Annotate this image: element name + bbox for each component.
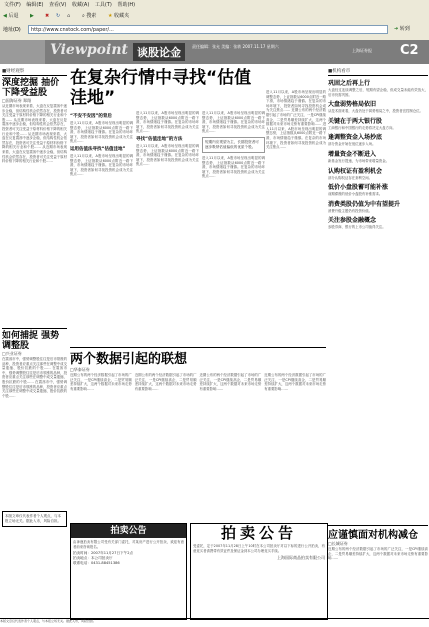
second-col-4: 近期公布的两个经济数据引起了市场的广泛关注，一是CPI继续高企，二是贸易顺差持续扩大，这两个数据对未来市场走势有重要影响…… — [264, 373, 326, 391]
main-article-columns — [70, 111, 265, 336]
footer-strip: 本版文章仅代表作者个人观点，与本报立场无关。据此入市，风险自担。 — [0, 618, 429, 627]
main-subhead-3: 寻找“估值洼地”的方法 — [136, 136, 183, 142]
menu-bar — [0, 0, 429, 10]
left-body2-text-repeat: 在震荡市中，强势调整股往往是后市领涨的品种，投资者应重点关注那些在调整中成交量萎缩、股价抗跌的个股…… — [2, 366, 67, 384]
right-item-body: 消费升级主题仍有投资价值。 — [328, 208, 373, 213]
left-byline: □国海证券 郑翔 — [2, 98, 32, 103]
right-item-7[interactable] — [328, 199, 428, 214]
refresh-icon: ↻ — [56, 13, 61, 19]
forward-button[interactable] — [30, 11, 34, 21]
second-col-3: 近期公布的两个经济数据引起了市场的广泛关注，一是CPI继续高企，二是贸易顺差持续扩大，这两个数据对未来市场走势有重要影响…… — [199, 373, 262, 391]
menu-view[interactable]: 查看(V) — [49, 2, 67, 8]
right-item-body: 部分资金开始在低位逐步入场。 — [328, 142, 376, 147]
second-headline[interactable]: 两个数据引起的联想 — [70, 352, 188, 367]
right-item-3[interactable] — [328, 132, 428, 147]
right-item-body: 部分认购权证存在套利空间。 — [328, 175, 373, 180]
main-subhead-2: 运用估值法寻找“估值洼地” — [70, 146, 126, 152]
right-item-body: 工商银行和中国银行的走势将决定大盘方向。 — [328, 125, 396, 130]
back-arrow-icon: ◀ — [3, 13, 7, 19]
go-button[interactable] — [394, 25, 410, 34]
right-item-0[interactable] — [328, 78, 428, 97]
left-article-body-2 — [2, 357, 67, 507]
address-input[interactable]: http://www.cnstock.com/paper/... — [28, 25, 388, 34]
main-headline[interactable]: 在复杂行情中寻找“估值洼地” — [70, 68, 252, 108]
right-item-body: 从技术面来看，大盘仍处于弱势格局之中，投资者宜控制仓位。 — [328, 109, 423, 114]
home-icon: ⌂ — [67, 13, 71, 19]
left-body2-text: 在震荡市中，强势调整股往往是后市领涨的品种，投资者应重点关注那些在调整中成交量萎缩、股价抗跌的个股…… — [2, 357, 67, 371]
right-item-title: 低价小盘股蓄可能补涨 — [328, 184, 389, 192]
left-column — [2, 68, 67, 627]
search-icon: ⌕ — [82, 13, 85, 19]
menu-tools[interactable]: 工具(T) — [94, 2, 112, 8]
right-bottom-text: 近期公布的两个经济数据引起了市场的广泛关注，一是CPI继续高企，二是贸易顺差持续扩大，这两个数据对未来市场走势有重要影响…… — [328, 547, 428, 561]
main-article — [70, 68, 265, 336]
middle-text-2: 近期公布的两个经济数据引起了市场的广泛关注，一是CPI继续高企，二是贸易顺差持续扩大，这两个数据对未来市场走势有重要影响…… — [266, 108, 326, 127]
back-button[interactable] — [3, 11, 18, 21]
auction-2-body: 受委托，定于2007年11月28日上午10时在本公司拍卖厅对以下标的进行公开拍卖，有意竞买者请携带有效证件及保证金到本公司办理竞买手续。 — [193, 544, 325, 553]
auction-ad-1 — [70, 523, 187, 620]
right-item-1[interactable] — [328, 99, 428, 114]
middle-text-3: 进入11月以来，A股市场呈现出明显的调整态势，上证指数从6000点附近一路下滑，市场情绪趋于谨慎。在复杂的市场环境下，投资者如何寻找投资机会成为关注焦点…… — [266, 122, 326, 150]
right-item-body: 新基金发行提速，为市场带来增量资金。 — [328, 158, 390, 163]
right-item-8[interactable] — [328, 215, 428, 230]
auction-1-body: 由神鹿拍卖有限公司受有关部门委托，对某房产进行公开拍卖，欢迎有意者前来咨询报名。 — [73, 540, 184, 549]
nav-toolbar — [0, 10, 429, 22]
main-col-2 — [136, 111, 199, 336]
left-body-text-repeat-2: 从近期市场表现来看，大盘在反复震荡中逐步企稳，但结构性机会依然存在，投资者可关注受益于原材料价格下降的相关行业和个股…… — [2, 131, 67, 150]
left-body-text-repeat-3: 从近期市场表现来看，大盘在反复震荡中逐步企稳，但结构性机会依然存在，投资者可关注受益于原材料价格下降的相关行业和个股…… — [2, 145, 67, 164]
middle-text-1: 进入11月以来，A股市场呈现出明显的调整态势，上证指数从6000点附近一路下滑，市场情绪趋于谨慎。在复杂的市场环境下，投资者如何寻找投资机会成为关注焦点…… — [266, 90, 326, 113]
right-item-title: 增量资金不断进入 — [328, 150, 377, 158]
left-headline[interactable]: 深度挖掘 抽价下降受益股 — [2, 78, 60, 98]
right-item-title: 大盘弱势格局依旧 — [328, 101, 377, 109]
back-label: 后退 — [8, 13, 19, 19]
home-button[interactable] — [67, 11, 70, 21]
auction-2-title: 拍卖公告 — [220, 524, 297, 542]
address-row — [0, 23, 429, 37]
main-col-3-text-2: 进入11月以来，A股市场呈现出明显的调整态势，上证指数从6000点附近一路下滑，市场情绪趋于谨慎。在复杂的市场环境下，投资者如何寻找投资机会成为关注焦点…… — [202, 155, 265, 179]
right-item-body: 大盘经过连续调整之后，短期有望企稳，但成交量未能有效放大，后市仍需巩固。 — [328, 88, 428, 97]
menu-edit[interactable]: 编辑(E) — [26, 2, 44, 8]
right-item-2[interactable] — [328, 116, 428, 131]
right-item-title: 认购权证有盈利机会 — [328, 167, 383, 175]
right-bottom-byline: □长城证券 — [328, 541, 348, 546]
left-column-label: ■财经观察 — [2, 68, 67, 76]
second-byline: □华泰证券 — [70, 367, 90, 372]
go-arrow-icon: ➜ — [394, 26, 399, 32]
star-icon: ★ — [108, 13, 113, 19]
main-subhead-1: “不安不安因”的背后 — [70, 114, 112, 119]
right-item-title: 消费类股仍值为中有望提升 — [328, 200, 401, 208]
paper-name: 上海证券报 — [352, 48, 372, 53]
address-label: 地址(D) — [3, 27, 21, 33]
masthead-logo: Viewpoint — [50, 42, 128, 58]
right-item-title: 关键在于两大银行股 — [328, 117, 383, 125]
main-col-1-text-2: 进入11月以来，A股市场呈现出明显的调整态势，上证指数从6000点附近一路下滑，市场情绪趋于谨慎。在复杂的市场环境下，投资者如何寻找投资机会成为关注焦点…… — [70, 153, 133, 177]
menu-favorites[interactable]: 收藏(A) — [71, 2, 90, 8]
auction-1-time: 拍卖时间：2007年11月27日下午2点 — [73, 551, 134, 556]
right-column — [328, 68, 428, 230]
forward-arrow-icon: ▶ — [30, 13, 34, 19]
masthead — [0, 40, 429, 64]
left-body-text: 从近期市场表现来看，大盘在反复震荡中逐步企稳，但结构性机会依然存在，投资者可关注受益于原材料价格下降的相关行业和个股…… — [2, 104, 67, 122]
auction-1-phone: 联系电话：0431-88451386 — [73, 561, 120, 566]
auction-1-place: 拍卖地点：本公司拍卖厅 — [73, 556, 113, 561]
main-col-2-text-2: 进入11月以来，A股市场呈现出明显的调整态势，上证指数从6000点附近一路下滑，市场情绪趋于谨慎。在复杂的市场环境下，投资者如何寻找投资机会成为关注焦点…… — [136, 143, 199, 167]
left-headline-2[interactable]: 如何捕捉 强势调整股 — [2, 331, 60, 351]
stop-button[interactable] — [45, 11, 49, 21]
auction-ad-2 — [190, 523, 328, 620]
right-column-label: ■机构看市 — [328, 68, 428, 76]
auction-1-title: 拍卖公告 — [71, 524, 186, 538]
go-label: 转到 — [399, 26, 410, 32]
right-bottom-headline[interactable]: 应谨慎面对机构减仓 — [328, 530, 418, 541]
browser-toolbar — [0, 0, 429, 41]
main-col-3-text: 进入11月以来，A股市场呈现出明显的调整态势，上证指数从6000点附近一路下滑，市场情绪趋于谨慎。在复杂的市场环境下，投资者如何寻找投资机会成为关注焦点…… — [202, 111, 265, 134]
right-bottom-article — [328, 525, 428, 602]
left-byline-2: □兴业证券 — [2, 351, 22, 356]
middle-column-text — [266, 90, 326, 340]
second-article-columns — [70, 373, 326, 523]
masthead-dot-pattern — [0, 40, 45, 64]
newspaper-page — [0, 40, 429, 627]
left-body2-text-repeat-2: 在震荡市中，强势调整股往往是后市领涨的品种，投资者应重点关注那些在调整中成交量萎缩、股价抗跌的个股…… — [2, 379, 67, 398]
right-item-body: 参股券商、银行的上市公司值得关注。 — [328, 225, 386, 230]
second-article — [70, 347, 326, 523]
page-number: C2 — [400, 43, 419, 58]
right-item-title: 巩固之后再上行 — [328, 80, 371, 87]
main-col-3 — [202, 111, 265, 336]
editor-info: 责任编辑：张允 美编：张轶 2007.11.17 星期六 — [192, 44, 279, 49]
left-ad-text: 本版文章仅代表作者个人观点，与本报立场无关。据此入市，风险自担。 — [5, 514, 61, 523]
left-article-body — [2, 104, 67, 324]
favorites-label: 收藏夹 — [114, 13, 130, 19]
left-divider — [2, 328, 67, 329]
left-ad-box — [2, 511, 67, 527]
left-body-text-repeat: 从近期市场表现来看，大盘在反复震荡中逐步企稳，但结构性机会依然存在，投资者可关注受益于原材料价格下降的相关行业和个股…… — [2, 117, 67, 136]
section-title: 谈股论金 — [133, 43, 185, 61]
menu-help[interactable]: 帮助(H) — [117, 2, 136, 8]
right-item-6[interactable] — [328, 182, 428, 197]
middle-column — [266, 90, 326, 340]
refresh-button[interactable] — [56, 11, 60, 21]
main-col-1 — [70, 111, 133, 336]
stop-icon: ✖ — [45, 13, 50, 19]
second-col-1: 近期公布的两个经济数据引起了市场的广泛关注，一是CPI继续高企，二是贸易顺差持续扩大，这两个数据对未来市场走势有重要影响…… — [70, 373, 132, 391]
search-label: 搜索 — [86, 13, 97, 19]
pull-quote: 短期内应观望为主，长期投资者可逐步吸纳估值偏低的优质个股。 — [202, 137, 265, 153]
right-item-body: 前期滞涨的低价小盘股有补涨需求。 — [328, 192, 383, 197]
second-col-2: 近期公布的两个经济数据引起了市场的广泛关注，一是CPI继续高企，二是贸易顺差持续扩大，这两个数据对未来市场走势有重要影响…… — [134, 373, 197, 391]
right-item-title: 关注参股金融概念 — [328, 217, 377, 225]
right-item-4[interactable] — [328, 149, 428, 164]
right-item-5[interactable] — [328, 166, 428, 181]
auction-2-company: 上海国际商品拍卖有限公司 — [277, 555, 325, 561]
main-col-2-text: 进入11月以来，A股市场呈现出明显的调整态势，上证指数从6000点附近一路下滑，市场情绪趋于谨慎。在复杂的市场环境下，投资者如何寻找投资机会成为关注焦点…… — [136, 111, 199, 134]
menu-file[interactable]: 文件(F) — [4, 2, 21, 8]
right-item-title: 逢调整资金入场抄底 — [328, 134, 383, 142]
search-button[interactable] — [82, 11, 96, 21]
main-col-1-text: 进入11月以来，A股市场呈现出明显的调整态势，上证指数从6000点附近一路下滑，市场情绪趋于谨慎。在复杂的市场环境下，投资者如何寻找投资机会成为关注焦点…… — [70, 121, 133, 144]
favorites-button[interactable] — [108, 11, 129, 21]
